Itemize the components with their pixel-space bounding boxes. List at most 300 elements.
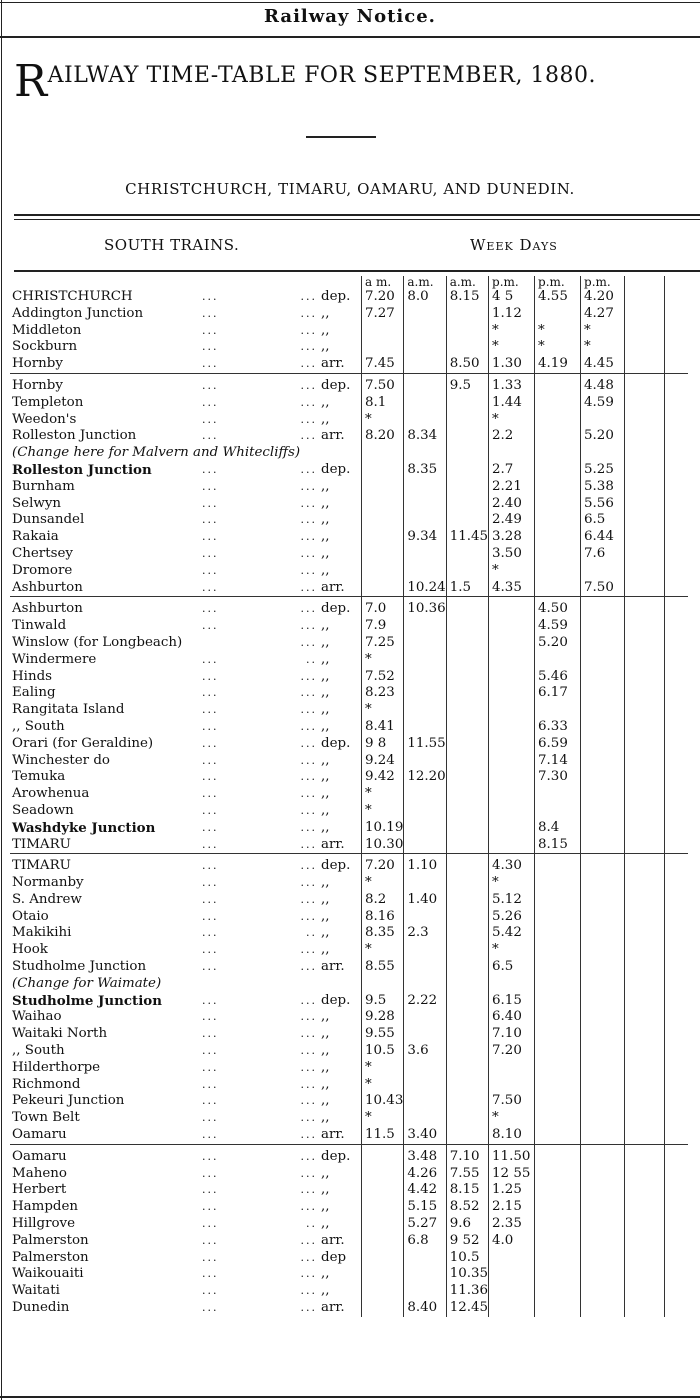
time-cell <box>404 959 446 976</box>
time-cell <box>446 1077 488 1094</box>
time-cell: 5.25 <box>581 462 625 479</box>
empty-column <box>625 462 665 479</box>
table-row <box>10 875 688 892</box>
arr-dep-mark: ,, <box>321 495 330 511</box>
time-cell: 1.25 <box>489 1182 535 1199</box>
time-cell <box>581 820 625 837</box>
time-cell: 3.28 <box>489 529 535 546</box>
leader-dots: ... <box>300 1128 317 1142</box>
time-cell <box>581 635 625 652</box>
leader-dots: ... <box>202 909 219 923</box>
arr-dep-mark: arr. <box>321 1232 345 1248</box>
column-header: p.m. <box>535 276 581 289</box>
time-cell <box>446 563 488 580</box>
arr-dep-mark: ,, <box>321 1076 330 1092</box>
time-cell <box>362 512 404 529</box>
time-cell: 5.46 <box>535 669 581 686</box>
time-cell <box>362 976 404 993</box>
time-cell <box>404 753 446 770</box>
header-spacer <box>202 276 262 289</box>
time-cell <box>362 496 404 513</box>
time-cell: * <box>535 323 581 340</box>
arr-dep-mark: ,, <box>321 769 330 785</box>
time-cell <box>489 635 535 652</box>
time-cell: * <box>362 875 404 892</box>
station-name: Ealing <box>12 685 56 701</box>
time-cell: 8.50 <box>446 356 488 373</box>
empty-column <box>625 546 665 563</box>
table-row <box>10 1060 688 1077</box>
time-cell: 7.0 <box>362 597 404 618</box>
station-name: Addington Junction <box>12 305 144 321</box>
time-cell: 10.24 <box>404 580 446 597</box>
table-row <box>10 854 688 875</box>
table-row <box>10 635 688 652</box>
arr-dep-mark: ,, <box>321 529 330 545</box>
column-header: a m. <box>362 276 404 289</box>
arr-dep-mark: ,, <box>321 1009 330 1025</box>
time-cell <box>581 618 625 635</box>
station-name: Hook <box>12 942 48 958</box>
time-cell: 3.48 <box>404 1144 446 1165</box>
arr-dep-mark: ,, <box>321 1266 330 1282</box>
time-cell <box>362 1199 404 1216</box>
time-cell <box>535 1009 581 1026</box>
timetable-grid <box>10 276 688 1317</box>
empty-column <box>625 909 665 926</box>
empty-column <box>665 1009 689 1026</box>
station-name: Pekeuri Junction <box>12 1093 125 1109</box>
table-row <box>10 669 688 686</box>
empty-column <box>625 769 665 786</box>
empty-column <box>625 563 665 580</box>
table-row <box>10 719 688 736</box>
leader-dots: ... <box>202 1060 219 1074</box>
time-cell <box>446 546 488 563</box>
station-name: Hilderthorpe <box>12 1059 101 1075</box>
leader-dots: ... <box>262 854 317 875</box>
empty-column <box>625 356 665 373</box>
time-cell <box>535 1300 581 1317</box>
table-row <box>10 1110 688 1127</box>
time-cell: 4.35 <box>489 580 535 597</box>
empty-column <box>665 635 689 652</box>
time-cell <box>446 719 488 736</box>
empty-column <box>665 1127 689 1144</box>
time-cell <box>362 1266 404 1283</box>
time-cell <box>535 1182 581 1199</box>
time-cell <box>535 993 581 1010</box>
time-cell: 8.10 <box>489 1127 535 1144</box>
empty-column <box>665 909 689 926</box>
station-name: TIMARU <box>12 836 71 852</box>
arr-dep-mark: ,, <box>321 305 330 321</box>
empty-column <box>625 1093 665 1110</box>
leader-dots: ... <box>300 1010 317 1024</box>
time-cell <box>581 1250 625 1267</box>
time-cell <box>489 753 535 770</box>
leader-dots: ... <box>202 306 219 320</box>
table-row <box>10 546 688 563</box>
station-name: Dromore <box>12 562 73 578</box>
station-name: Waikouaiti <box>12 1266 84 1282</box>
leader-dots: ... <box>202 373 262 394</box>
station-name: Hillgrove <box>12 1216 76 1232</box>
time-cell <box>581 892 625 909</box>
station-name: Templeton <box>12 394 84 410</box>
leader-dots: ... <box>202 462 219 476</box>
time-cell <box>404 1077 446 1094</box>
arr-dep-mark: ,, <box>321 702 330 718</box>
column-header: a.m. <box>446 276 488 289</box>
leader-dots: ... <box>202 926 219 940</box>
leader-dots: ... <box>202 719 219 733</box>
leader-dots: ... <box>300 462 317 476</box>
arr-dep-mark: dep. <box>317 1144 362 1165</box>
arr-dep-mark: ,, <box>321 618 330 634</box>
time-cell: 2.22 <box>404 993 446 1010</box>
leader-dots: ... <box>300 1166 317 1180</box>
empty-column <box>625 529 665 546</box>
time-cell <box>446 652 488 669</box>
time-cell <box>581 1093 625 1110</box>
time-cell <box>362 339 404 356</box>
time-cell <box>625 445 665 462</box>
time-cell <box>535 1043 581 1060</box>
route-heading: CHRISTCHURCH, TIMARU, OAMARU, AND DUNEDIN. <box>125 180 575 198</box>
leader-dots: ... <box>202 686 219 700</box>
time-cell <box>404 1009 446 1026</box>
time-cell <box>362 1283 404 1300</box>
leader-dots: ... <box>202 530 219 544</box>
time-cell <box>446 854 488 875</box>
time-cell <box>581 875 625 892</box>
empty-column <box>625 820 665 837</box>
header-spacer <box>317 276 362 289</box>
arr-dep-mark: dep. <box>321 289 351 304</box>
leader-dots: ... <box>202 1267 219 1281</box>
empty-column <box>665 854 689 875</box>
empty-column <box>665 1026 689 1043</box>
time-cell <box>489 1266 535 1283</box>
time-cell <box>535 854 581 875</box>
time-cell <box>404 339 446 356</box>
time-cell <box>581 942 625 959</box>
table-row <box>10 909 688 926</box>
time-cell: 5.20 <box>535 635 581 652</box>
leader-dots: ... <box>202 496 219 510</box>
empty-column <box>625 512 665 529</box>
time-cell <box>362 445 404 462</box>
time-cell <box>362 1216 404 1233</box>
timetable <box>10 276 700 1317</box>
empty-column <box>665 769 689 786</box>
time-cell: 6.5 <box>489 959 535 976</box>
time-cell <box>535 373 581 394</box>
station-name: Ashburton <box>12 579 83 595</box>
leader-dots: ... <box>202 820 219 834</box>
table-row <box>10 496 688 513</box>
time-cell: 1.5 <box>446 580 488 597</box>
time-cell <box>535 1127 581 1144</box>
table-row <box>10 942 688 959</box>
leader-dots: ... <box>202 787 219 801</box>
time-cell <box>446 1009 488 1026</box>
time-cell: * <box>489 875 535 892</box>
time-cell: 4 5 <box>489 289 535 306</box>
leader-dots: ... <box>300 530 317 544</box>
time-cell <box>404 719 446 736</box>
table-row <box>10 356 688 373</box>
arr-dep-mark: dep. <box>317 854 362 875</box>
table-row <box>10 597 688 618</box>
time-cell: 7.55 <box>446 1166 488 1183</box>
time-cell <box>404 479 446 496</box>
table-row <box>10 1250 688 1267</box>
empty-column <box>625 993 665 1010</box>
empty-column <box>665 529 689 546</box>
time-cell: 9.28 <box>362 1009 404 1026</box>
empty-column <box>665 1300 689 1317</box>
station-name: Dunedin <box>12 1300 70 1316</box>
leader-dots: ... <box>300 1183 317 1197</box>
time-cell <box>581 1266 625 1283</box>
time-cell: 8.23 <box>362 685 404 702</box>
time-cell <box>446 909 488 926</box>
arr-dep-mark: arr. <box>321 959 345 975</box>
leader-dots: ... <box>202 619 219 633</box>
leader-dots: ... <box>300 753 317 767</box>
time-cell: 7.50 <box>362 373 404 394</box>
empty-column <box>665 925 689 942</box>
time-cell <box>446 820 488 837</box>
table-row <box>10 652 688 669</box>
time-cell: 4.55 <box>535 289 581 306</box>
empty-column <box>665 563 689 580</box>
empty-column <box>625 1166 665 1183</box>
time-cell <box>489 837 535 854</box>
time-cell: 11.45 <box>446 529 488 546</box>
empty-column <box>665 652 689 669</box>
time-cell <box>446 635 488 652</box>
table-row <box>10 769 688 786</box>
time-cell <box>535 875 581 892</box>
time-cell <box>404 803 446 820</box>
time-cell <box>535 925 581 942</box>
time-cell <box>404 909 446 926</box>
table-row <box>10 685 688 702</box>
time-cell <box>404 702 446 719</box>
station-name: S. Andrew <box>12 891 82 907</box>
leader-dots: ... <box>202 1077 219 1091</box>
time-cell <box>489 1250 535 1267</box>
time-cell: 5.12 <box>489 892 535 909</box>
leader-dots: ... <box>300 892 317 906</box>
time-cell <box>362 1182 404 1199</box>
time-cell <box>446 669 488 686</box>
time-cell <box>535 1144 581 1165</box>
table-row <box>10 445 688 462</box>
empty-column <box>625 1266 665 1283</box>
empty-column <box>625 1233 665 1250</box>
time-cell: 5.15 <box>404 1199 446 1216</box>
time-cell <box>535 512 581 529</box>
time-cell <box>404 786 446 803</box>
time-cell <box>404 412 446 429</box>
time-cell <box>581 753 625 770</box>
time-cell: 7.52 <box>362 669 404 686</box>
station-name: Hampden <box>12 1199 79 1215</box>
empty-column <box>665 356 689 373</box>
leader-dots: ... <box>202 395 219 409</box>
time-cell: 7.10 <box>489 1026 535 1043</box>
title-text: AILWAY TIME-TABLE FOR SEPTEMBER, 1880. <box>47 63 596 88</box>
table-row <box>10 820 688 837</box>
title-drop-cap: R <box>14 56 48 107</box>
leader-dots: ... <box>300 513 317 527</box>
leader-dots: ... <box>300 1027 317 1041</box>
station-name: Rakaia <box>12 529 59 545</box>
time-cell <box>404 496 446 513</box>
time-cell: 1.44 <box>489 395 535 412</box>
time-cell <box>535 803 581 820</box>
time-cell: * <box>489 1110 535 1127</box>
station-name: Waitaki North <box>12 1026 108 1042</box>
empty-column <box>665 1233 689 1250</box>
time-cell <box>665 445 689 462</box>
empty-column <box>625 1182 665 1199</box>
time-cell: * <box>362 803 404 820</box>
time-cell: * <box>489 412 535 429</box>
leader-dots: ... <box>202 1044 219 1058</box>
time-cell <box>404 306 446 323</box>
empty-column <box>625 1199 665 1216</box>
leader-dots: ... <box>300 619 317 633</box>
time-cell: 7.45 <box>362 356 404 373</box>
empty-column <box>665 736 689 753</box>
time-cell <box>581 719 625 736</box>
leader-dots: ... <box>300 686 317 700</box>
time-cell <box>581 1166 625 1183</box>
time-cell <box>489 652 535 669</box>
leader-dots: ... <box>202 429 219 443</box>
time-cell <box>362 563 404 580</box>
station-name: Sockburn <box>12 339 78 355</box>
time-cell <box>404 976 446 993</box>
time-cell: 9.24 <box>362 753 404 770</box>
south-trains-label: SOUTH TRAINS. <box>104 236 240 254</box>
table-row <box>10 1026 688 1043</box>
time-cell: * <box>489 323 535 340</box>
time-cell <box>581 685 625 702</box>
table-row <box>10 1182 688 1199</box>
leader-dots: ... <box>202 563 219 577</box>
empty-column <box>665 289 689 306</box>
time-cell <box>404 669 446 686</box>
arr-dep-mark: ,, <box>321 685 330 701</box>
time-cell <box>362 546 404 563</box>
time-cell <box>446 618 488 635</box>
time-cell: 8.34 <box>404 428 446 445</box>
arr-dep-mark: ,, <box>321 819 330 835</box>
time-cell <box>362 479 404 496</box>
timetable-body <box>10 276 688 1317</box>
time-cell: 7.20 <box>489 1043 535 1060</box>
leader-dots: ... <box>202 993 219 1007</box>
time-cell: 2.3 <box>404 925 446 942</box>
time-cell <box>446 736 488 753</box>
arr-dep-mark: arr. <box>321 579 345 595</box>
empty-column <box>665 1166 689 1183</box>
empty-column <box>665 1250 689 1267</box>
table-row <box>10 925 688 942</box>
time-cell <box>489 669 535 686</box>
arr-dep-mark: ,, <box>321 545 330 561</box>
table-top-rule <box>14 270 700 272</box>
station-name: Middleton <box>12 322 82 338</box>
leader-dots: ... <box>202 736 219 750</box>
leader-dots: ... <box>262 373 317 394</box>
empty-column <box>665 993 689 1010</box>
leader-dots: ... <box>202 837 219 851</box>
time-cell <box>404 356 446 373</box>
time-cell <box>581 1233 625 1250</box>
time-cell <box>446 1026 488 1043</box>
empty-column <box>625 1026 665 1043</box>
station-name: Waitati <box>12 1283 60 1299</box>
station-name: Studholme Junction <box>12 992 162 1009</box>
time-cell <box>446 892 488 909</box>
time-cell: 2.49 <box>489 512 535 529</box>
time-cell <box>581 1077 625 1094</box>
table-row <box>10 1009 688 1026</box>
time-cell <box>362 1166 404 1183</box>
leader-dots: ... <box>300 837 317 851</box>
table-row <box>10 428 688 445</box>
table-row <box>10 1166 688 1183</box>
station-name: Tinwald <box>12 618 67 634</box>
time-cell: 9.5 <box>446 373 488 394</box>
leader-dots: ... <box>202 1301 219 1315</box>
time-cell <box>535 395 581 412</box>
time-cell <box>535 1250 581 1267</box>
time-cell <box>446 1093 488 1110</box>
station-name: Hornby <box>12 356 63 372</box>
arr-dep-mark: ,, <box>321 786 330 802</box>
time-cell: 4.27 <box>581 306 625 323</box>
arr-dep-mark: arr. <box>321 428 345 444</box>
table-row <box>10 1077 688 1094</box>
time-cell: 7.50 <box>581 580 625 597</box>
time-cell: 4.50 <box>535 597 581 618</box>
arr-dep-mark: arr. <box>321 1300 345 1316</box>
time-cell <box>581 445 625 462</box>
time-cell: 4.45 <box>581 356 625 373</box>
time-cell: 7.9 <box>362 618 404 635</box>
time-cell <box>362 323 404 340</box>
table-row <box>10 702 688 719</box>
leader-dots: ... <box>202 479 219 493</box>
time-cell <box>362 1233 404 1250</box>
empty-column <box>665 685 689 702</box>
time-cell: * <box>362 652 404 669</box>
arr-dep-mark: ,, <box>321 891 330 907</box>
table-row <box>10 753 688 770</box>
time-cell <box>535 652 581 669</box>
arr-dep-mark: ,, <box>321 1182 330 1198</box>
arr-dep-mark: ,, <box>321 1093 330 1109</box>
arr-dep-mark: ,, <box>321 562 330 578</box>
